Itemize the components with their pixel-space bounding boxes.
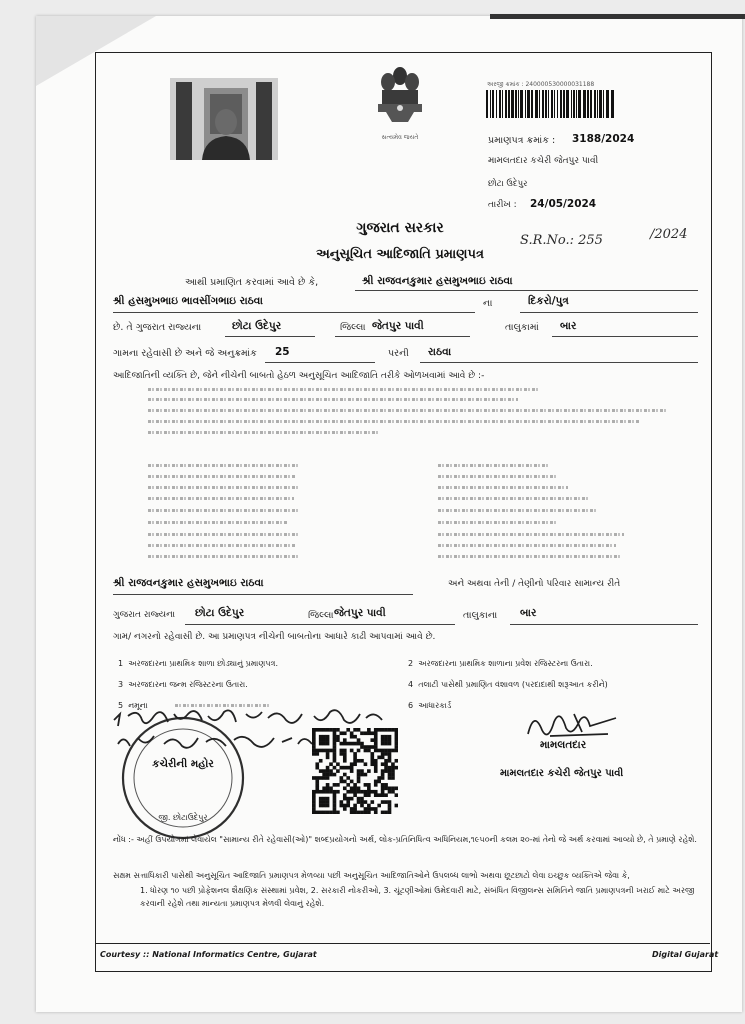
footer-brand: Digital Gujarat	[652, 950, 719, 959]
district-value-2: છોટા ઉદેપુર	[195, 607, 245, 619]
illegible-text-line	[438, 555, 620, 558]
illegible-text-line	[148, 509, 298, 512]
illegible-text-line	[148, 521, 288, 524]
issuing-district: છોટા ઉદેપુર	[488, 179, 528, 189]
date-label: તારીખ :	[488, 200, 517, 210]
taluka-label-2: તાલુકાના	[463, 610, 498, 621]
father-name: શ્રી હસમુખભાઇ ભાવસીંગભાઇ રાઠવા	[113, 295, 263, 307]
illegible-text-line	[148, 555, 298, 558]
illegible-text-line	[438, 533, 624, 536]
residence-statement: અને અથવા તેની / તેણીનો પરિવાર સામાન્ય રીતે	[448, 579, 621, 589]
document-item: 5 નમૂના	[118, 701, 148, 710]
applicant-name-repeat: શ્રી રાજવનકુમાર હસમુખભાઇ રાઠવા	[113, 577, 264, 589]
field-underline	[113, 312, 475, 313]
illegible-text-line	[438, 486, 568, 489]
illegible-text-line	[148, 486, 300, 489]
district-label-2: જિલ્લા	[308, 610, 334, 621]
notice-points: 1. ધોરણ ૧૦ પછી પ્રોફેશનલ શૈક્ષણિક સંસ્થામાં પ્રવેશ, 2. સરકારી નોકરીઓ, 3. ચૂંટણીઓમાં ઉમેદવારી માટે, સંબંધિત વિજીલન્સ સમિતિને જાતિ પ્રમાણપત્રની ખરાઈ માટે અરજી કરવાની રહેશે તથા માન્યતા પ્રમાણપત્ર મેળવી લેવાનું રહેશે.	[140, 886, 695, 908]
illegible-text-line	[148, 533, 300, 536]
emblem-motto: સત્યમેવ જયતે	[381, 134, 419, 141]
illegible-text-line	[438, 544, 616, 547]
illegible-text-line	[438, 464, 550, 467]
signatory-office: મામલતદાર કચેરી જેતપુર પાવી	[500, 768, 624, 779]
illegible-text-line	[438, 497, 588, 500]
state-prefix: છે. તે ગુજરાત રાજ્યના	[113, 322, 202, 333]
illegible-text-line	[438, 521, 556, 524]
seal-center-text: કચેરીની મહોર	[152, 758, 214, 770]
field-underline	[510, 624, 698, 625]
district-value: છોટા ઉદેપુર	[232, 320, 282, 332]
serial-register-year: /2024	[650, 227, 688, 242]
field-underline	[300, 624, 455, 625]
taluka-label: તાલુકામાં	[505, 322, 539, 333]
taluka-value: જેતપુર પાવી	[372, 320, 424, 332]
certificate-title: અનુસૂચિત આદિજાતિ પ્રમાણપત્ર	[316, 247, 484, 262]
illegible-text-line	[438, 509, 598, 512]
footer-courtesy: Courtesy :: National Informatics Centre, Gujarat	[100, 950, 317, 959]
serial-prefix: ગામના રહેવાસી છે અને જે અનુક્રમાંક	[113, 348, 257, 359]
illegible-text-line	[148, 409, 668, 412]
note-text: નોંધ :- અહીં ઉપયોગમાં લેવાયેલ "સામાન્ય રીતે રહેવાસી(ઓ)" શબ્દપ્રયોગનો અર્થ, લોક-પ્રતિનિધિત્વ અધિનિયમ,૧૯૫૦ની કલમ ૨૦-માં તેનો જે અર્થ કરવામાં આવ્યો છે, તે પ્રમાણે રહેશે.	[113, 835, 697, 844]
relation: દિકરો/પુત્ર	[528, 295, 569, 307]
qr-code	[312, 728, 398, 814]
seal-bottom-text: જી. છોટાઉદેપુર	[158, 813, 208, 822]
illegible-text-line	[148, 475, 296, 478]
illegible-text-line	[148, 388, 538, 391]
certify-prefix: આથી પ્રમાણિત કરવામાં આવે છે કે,	[185, 277, 319, 288]
field-underline	[552, 336, 698, 337]
notice-intro: સક્ષમ સત્તાધિકારી પાસેથી અનુસૂચિત આદિજાતિ પ્રમાણપત્ર મેળવ્યા પછી અનુસૂચિત આદિજાતિઓને ઉપલબ્ધ લાભો અથવા છૂટછાટો લેવા ઇચ્છુક વ્યક્તિએ જેવા કે,	[113, 871, 630, 880]
on-label: પરની	[388, 348, 409, 359]
illegible-text-line	[148, 497, 294, 500]
serial-register-number: S.R.No.: 255	[520, 233, 603, 248]
document-item: 6 આધારકાર્ડ	[408, 701, 452, 710]
applicant-name: શ્રી રાજવનકુમાર હસમુખભાઇ રાઠવા	[362, 275, 513, 287]
applicant-photo	[170, 78, 278, 160]
tribe-name: રાઠવા	[428, 346, 452, 358]
illegible-text-line	[148, 544, 296, 547]
paper-edge	[490, 14, 745, 19]
field-underline	[225, 336, 315, 337]
illegible-text-line	[438, 475, 558, 478]
state-emblem-icon	[372, 62, 428, 130]
illegible-text-line	[148, 431, 378, 434]
district-label: જિલ્લા	[340, 322, 366, 333]
field-underline	[265, 362, 375, 363]
field-underline	[520, 312, 698, 313]
field-underline	[355, 290, 698, 291]
barcode	[484, 90, 616, 118]
document-item: 3 અરજદારના જન્મ રજિસ્ટરના ઉતારા.	[118, 680, 248, 689]
government-title: ગુજરાત સરકાર	[356, 220, 444, 236]
field-underline	[420, 362, 698, 363]
document-item: 4 તલાટી પાસેથી પ્રમાણિત વંશાવળ (પરદાદાથી શરૂઆત કરીને)	[408, 680, 608, 689]
taluka-value-2: જેતપુર પાવી	[334, 607, 386, 619]
signatory-title: મામલતદાર	[540, 739, 587, 751]
certificate-number-label: પ્રમાણપત્ર ક્રમાંક :	[488, 135, 556, 146]
footer-divider	[96, 943, 710, 944]
state-label: ગુજરાત રાજ્યના	[113, 610, 176, 620]
field-underline	[185, 624, 300, 625]
schedule-serial: 25	[275, 346, 290, 358]
village-value-2: બાર	[520, 607, 537, 619]
document-item: 1 અરજદારના પ્રાથમિક શાળા છોડ્યાનું પ્રમાણપત્ર.	[118, 659, 278, 668]
village-value: બાર	[560, 320, 577, 332]
basis-statement: ગામ/ નગરનો રહેવાસી છે. આ પ્રમાણપત્ર નીચેની બાબતોના આધારે કાઢી આપવામાં આવે છે.	[113, 632, 436, 642]
illegible-text-line	[148, 398, 518, 401]
illegible-text-line	[148, 420, 640, 423]
of-label: ના	[483, 298, 493, 309]
field-underline	[113, 594, 413, 595]
application-number: અરજી ક્રમાંક : 240000530000031188	[487, 81, 595, 88]
certificate-number: 3188/2024	[572, 133, 635, 145]
issue-date: 24/05/2024	[530, 198, 597, 210]
illegible-text-line	[148, 464, 298, 467]
signature	[520, 704, 630, 744]
document-item: 2 અરજદારના પ્રાથમિક શાળાના પ્રવેશ રજિસ્ટરના ઉતારા.	[408, 659, 593, 668]
issuing-office: મામલતદાર કચેરી જેતપુર પાવી	[488, 156, 599, 166]
recognition-statement: આદિજાતિની વ્યક્તિ છે, જેને નીચેની બાબતો હેઠળ અનુસૂચિત આદિજાતિ તરીકે ઓળખવામાં આવે છે :-	[113, 371, 485, 381]
field-underline	[335, 336, 470, 337]
